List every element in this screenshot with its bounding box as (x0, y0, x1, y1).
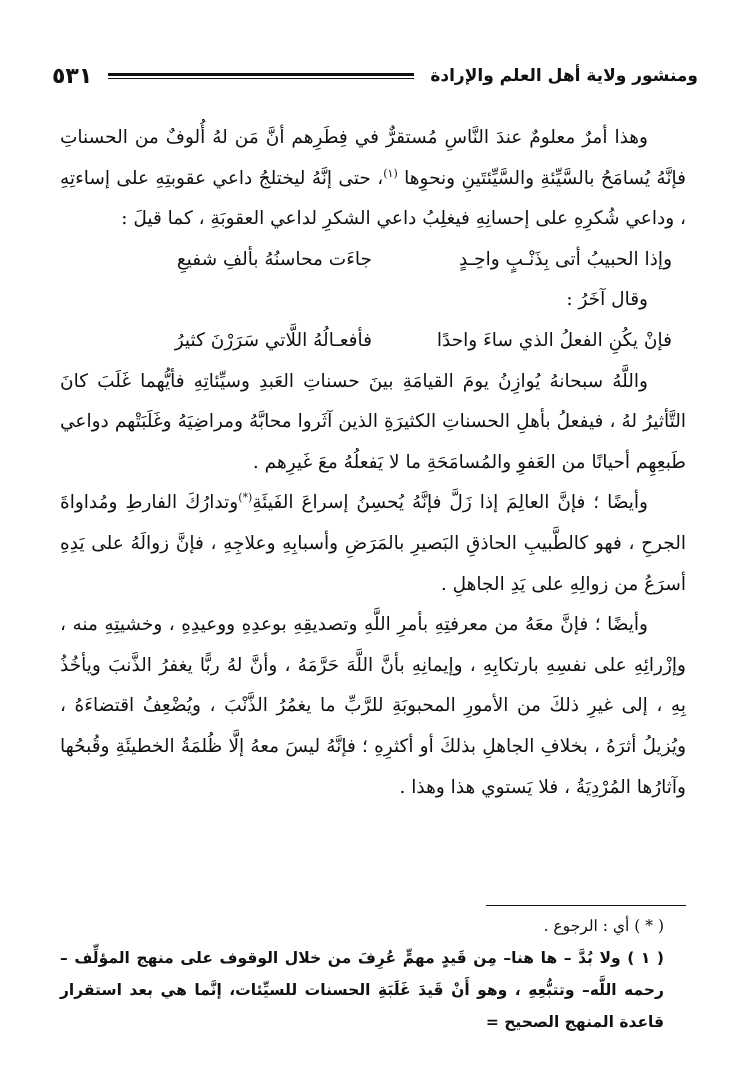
footnote-separator (486, 905, 686, 906)
footnotes (60, 910, 686, 1038)
main-text (60, 118, 686, 808)
paragraph-1 (60, 118, 686, 240)
footnote-1: ( ١ ) ولا بُدَّ – ها هنا– مِن قَيدٍ مهمٍّ عُرِفَ من خلال الوقوف على منهج المؤلِّف – رحمه اللَّه– وتتبُّعِهِ ، وهو أَنْ قَيدَ غَلَبَةِ الحسنات للسيِّئات، إنَّما هي بعد استقرار قاعدة المنهج الصحيح = (60, 949, 665, 1031)
paragraph-1-text: وهذا أمرٌ معلومٌ عندَ النَّاسِ مُستقرٌّ في فِطَرِهم أنَّ مَن لهُ أُلوفٌ من الحسناتِ فإنَّهُ يُسامَحُ بالسَّيِّئةِ والسَّيِّئتَينِ ونحوِها (60, 127, 686, 189)
page-header (52, 56, 698, 96)
paragraph-4-tail: وتدارُكَ الفارطِ ومُداواةَ الجرحِ ، فهو كالطَّبيبِ الحاذقِ البَصيرِ بالمَرَضِ وأسبابِهِ وعلاجِهِ ، فإنَّ زوالَهُ على يَدِهِ أسرَعُ من زوالِهِ على يَدِ الجاهلِ . (60, 492, 686, 595)
verse-1 (60, 240, 686, 281)
header-rule-thin (108, 78, 414, 80)
paragraph-1-tail: ، حتى إنَّهُ ليختلجُ داعي عقوبتِهِ على إساءتِهِ ، وداعي شُكرِهِ على إحسانِهِ فيغلِبُ داعي الشكرِ لداعي العقوبَةِ ، كما قيلَ : (60, 167, 686, 230)
paragraph-3: واللَّهُ سبحانهُ يُوازِنُ يومَ القيامَةِ بينَ حسناتِ العَبدِ وسيِّئاتِهِ فأيُّهما غَلَبَ كانَ التَّأثيرُ لهُ ، فيفعلُ بأهلِ الحسناتِ الكثيرَةِ الذين آثَروا محابَّهُ ومراضِيَهُ وغَلَبَتْهم دواعي طَبعِهِم أحيانًا من العَفوِ والمُسامَحَةِ ما لا يَفعلُهُ معَ غَيرِهم . (60, 370, 686, 473)
verse-2-first-hemistich: فإنْ يكُنِ الفعلُ الذي ساءَ واحدًا (436, 329, 672, 351)
verse-2 (60, 321, 686, 362)
header-rule (108, 73, 414, 80)
verse-1-second-hemistich: جاءَت محاسنُهُ بألفِ شفيعِ (176, 248, 372, 270)
paragraph-4-text: وأيضًا ؛ فإنَّ العالِمَ إذا زَلَّ فإنَّهُ يُحسِنُ إسراعَ الفَيئَةِ (252, 492, 648, 514)
running-title: ومنشور ولاية أهل العلم والإرادة (430, 66, 698, 86)
footnote-marker-1: (١) (383, 166, 398, 180)
verse-2-second-hemistich: فأفعـالُهُ اللَّاتي سَرَرْنَ كثيرُ (174, 329, 372, 351)
page-number: ٥٣١ (52, 63, 93, 89)
paragraph-2: وقال آخَرُ : (566, 289, 648, 311)
header-rule-thick (108, 73, 414, 76)
paragraph-4 (60, 483, 686, 605)
footnote-marker-star: (*) (238, 491, 253, 505)
footnote-star: ( * ) أي : الرجوع . (543, 917, 664, 935)
verse-1-first-hemistich: وإذا الحبيبُ أتى بِذَنْـبٍ واحِـدٍ (459, 248, 672, 270)
paragraph-5: وأيضًا ؛ فإنَّ معَهُ من معرفتِهِ بأمرِ اللَّهِ وتصديقِهِ بوعدِهِ ووعيدِهِ ، وخشيتِهِ منه ، وإزْرائِهِ على نفسِهِ بارتكابِهِ ، وإيمانِهِ بأنَّ اللَّهَ حَرَّمَهُ ، وأنَّ لهُ ربًّا يغفرُ الذَّنبَ ويأخُذُ بِهِ ، إلى غيرِ ذلكَ من الأمورِ المحبوبَةِ للرَّبِّ ما يغمُرُ الذَّنْبَ ، ويُضْعِفُ اقتضاءَهُ ، ويُزيلُ أثرَهُ ، بخلافِ الجاهلِ بذلكَ أو أكثرِهِ ؛ فإنَّهُ ليسَ معهُ إلَّا ظُلمَةُ الخطيئَةِ وقُبحُها وآثارُها المُرْدِيَةُ ، فلا يَستوي هذا وهذا . (60, 614, 686, 798)
